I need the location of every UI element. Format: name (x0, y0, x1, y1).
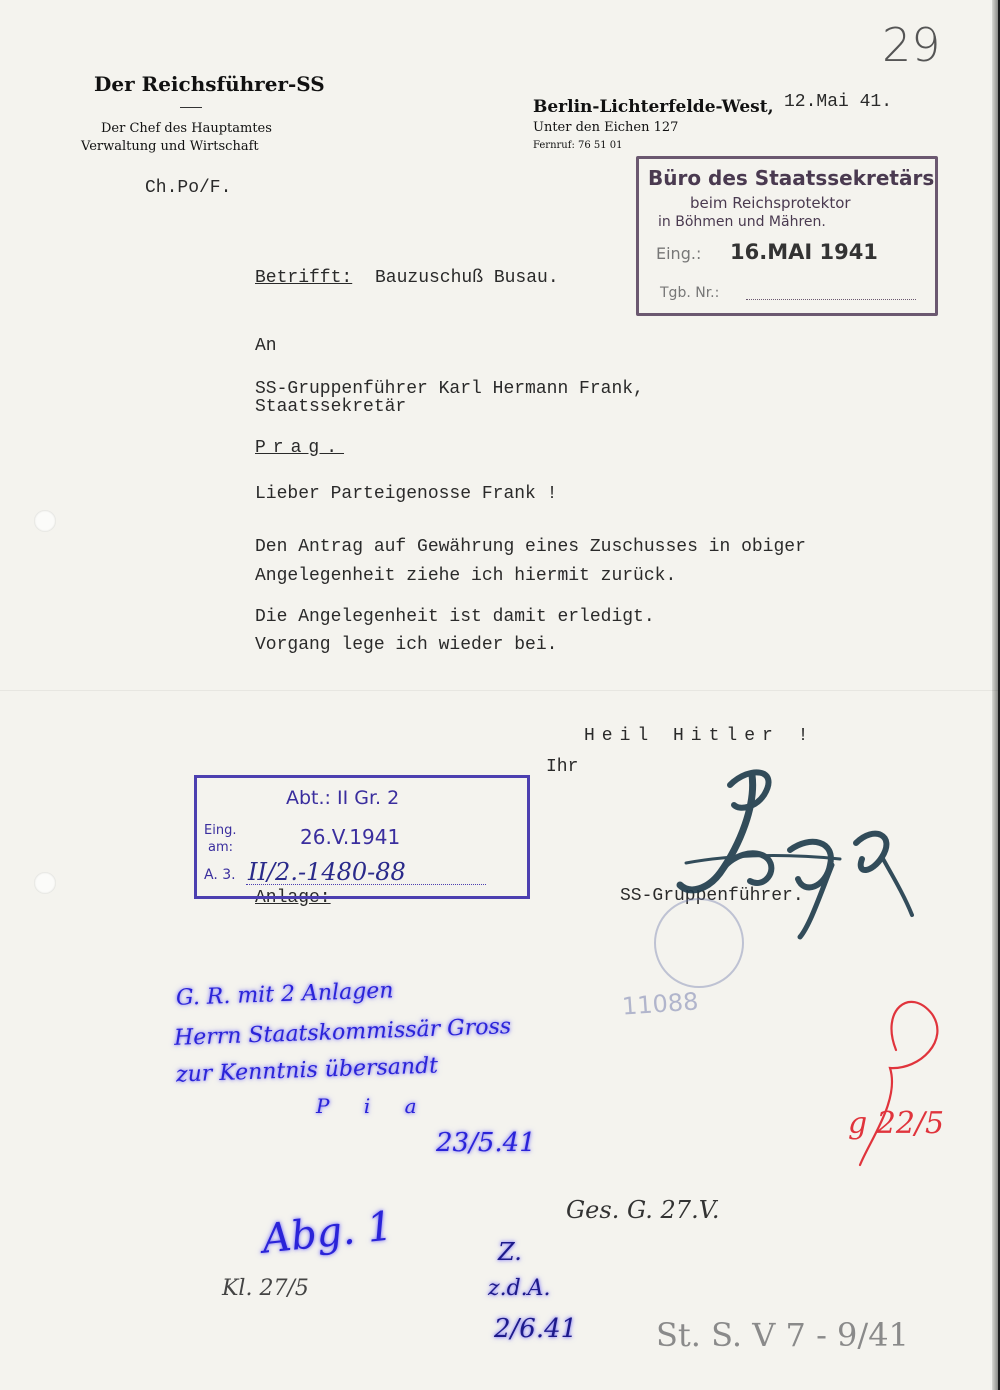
red-initial-loop (840, 990, 960, 1180)
recipient-name: SS-Gruppenführer Karl Hermann Frank, (255, 379, 644, 399)
stamp-buero-eing-date: 16.MAI 1941 (730, 240, 878, 264)
letter-date: 12.Mai 41. (784, 92, 893, 112)
stamp-abt-number: II/2.-1480-88 (248, 858, 406, 886)
letterhead-line1: Der Chef des Hauptamtes (101, 121, 272, 136)
stamp-buero-tgb-label: Tgb. Nr.: (660, 285, 720, 301)
round-stamp-number: 11088 (621, 987, 700, 1021)
closing-ihr: Ihr (546, 757, 579, 777)
blue-mark-abg: Abg. 1 (259, 1203, 396, 1263)
stamp-abt-am: am: (208, 840, 234, 855)
blue-note-line4: P i a (316, 1094, 431, 1118)
blue-note-line2: Herrn Staatskommissär Gross (173, 1014, 512, 1051)
stamp-abt-number-line (246, 884, 486, 885)
salutation: Lieber Parteigenosse Frank ! (255, 484, 558, 504)
stamp-buero-tgb-line (746, 299, 916, 300)
page-edge (992, 0, 998, 1390)
stamp-buero-line2: beim Reichsprotektor (690, 194, 851, 212)
stamp-buero-line3: in Böhmen und Mähren. (658, 214, 826, 230)
recipient-place: Prag. (255, 438, 345, 458)
address-street: Unter den Eichen 127 (533, 120, 679, 135)
letterhead-rule (180, 107, 202, 108)
zda-date: 2/6.41 (494, 1314, 578, 1344)
fold-line (0, 690, 998, 691)
blue-note-line3: zur Kenntnis übersandt (175, 1053, 439, 1088)
stamp-buero-line1: Büro des Staatssekretärs (648, 166, 935, 190)
file-reference: St. S. V 7 - 9/41 (656, 1316, 909, 1354)
signer-rank: SS-Gruppenführer. (620, 886, 804, 906)
letterhead-title: Der Reichsführer-SS (94, 72, 325, 96)
grey-initial-note: Kl. 27/5 (222, 1276, 309, 1301)
anlage-label: Anlage: (255, 888, 331, 908)
stamp-abt-line1: Abt.: II Gr. 2 (286, 787, 400, 809)
zda-text: z.d.A. (488, 1276, 551, 1301)
to-label: An (255, 336, 277, 356)
subject-text: Bauzuschuß Busau. (375, 268, 559, 288)
blue-note-line1: G. R. mit 2 Anlagen (175, 978, 394, 1011)
body-paragraph2-line2: Vorgang lege ich wieder bei. (255, 635, 558, 655)
letterhead-line2: Verwaltung und Wirtschaft (81, 139, 259, 154)
punch-hole-upper (34, 510, 56, 532)
punch-hole-lower (34, 872, 56, 894)
closing: Heil Hitler ! (584, 726, 816, 746)
blue-note-date: 23/5.41 (436, 1128, 536, 1158)
grey-ges-note: Ges. G. 27.V. (566, 1196, 720, 1224)
body-paragraph1-line2: Angelegenheit ziehe ich hiermit zurück. (255, 566, 677, 586)
recipient-title: Staatssekretär (255, 397, 407, 417)
stamp-abt-a-label: A. 3. (204, 867, 236, 883)
reference-code: Ch.Po/F. (145, 178, 232, 198)
stamp-abt-eing: Eing. (204, 823, 237, 838)
stamp-abt-date: 26.V.1941 (300, 825, 401, 849)
body-paragraph1-line1: Den Antrag auf Gewährung eines Zuschusses in obiger (255, 537, 806, 557)
zda-mark: Z. (498, 1238, 522, 1266)
page-number: 29 (882, 18, 941, 72)
stamp-buero-eing-label: Eing.: (656, 244, 702, 263)
round-seal-stamp (654, 898, 744, 988)
red-note: g 22/5 (848, 1106, 945, 1141)
address-phone: Fernruf: 76 51 01 (533, 140, 623, 151)
body-paragraph2-line1: Die Angelegenheit ist damit erledigt. (255, 607, 655, 627)
subject-label: Betrifft: (255, 268, 353, 288)
address-city: Berlin-Lichterfelde-West, (533, 97, 774, 117)
